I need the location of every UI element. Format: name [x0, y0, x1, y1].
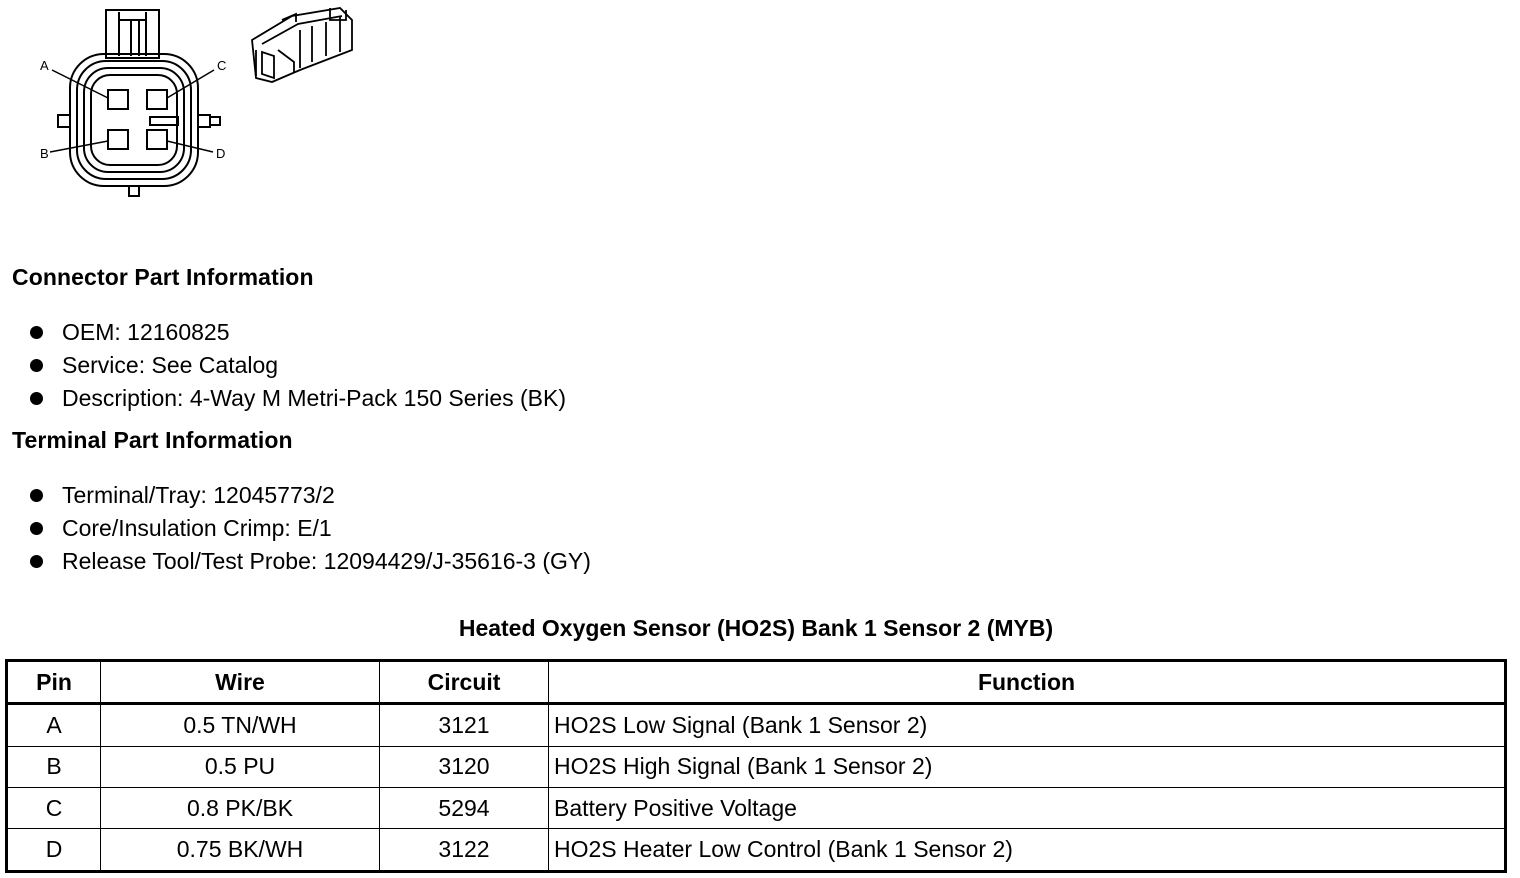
cell-wire: 0.5 TN/WH [101, 704, 380, 747]
bullet-icon [30, 555, 43, 568]
header-wire: Wire [101, 661, 380, 704]
bullet-icon [30, 489, 43, 502]
list-item: Description: 4-Way M Metri-Pack 150 Series (BK) [30, 382, 566, 415]
list-item: Terminal/Tray: 12045773/2 [30, 479, 591, 512]
table-row [7, 829, 1506, 872]
table-row [7, 746, 1506, 787]
pinout-table [5, 659, 1507, 873]
cell-circuit: 3120 [380, 746, 549, 787]
bullet-icon [30, 326, 43, 339]
cell-pin: C [7, 787, 101, 828]
cell-wire: 0.75 BK/WH [101, 829, 380, 872]
connector-latch [106, 10, 159, 58]
pin-label-a: A [40, 58, 49, 73]
bullet-icon [30, 522, 43, 535]
cell-function: HO2S High Signal (Bank 1 Sensor 2) [549, 746, 1506, 787]
table-row [7, 704, 1506, 747]
terminal-info-list [30, 479, 591, 578]
cell-circuit: 5294 [380, 787, 549, 828]
cell-function: HO2S Heater Low Control (Bank 1 Sensor 2) [549, 829, 1506, 872]
connector-info-heading: Connector Part Information [12, 264, 314, 290]
header-function: Function [549, 661, 1506, 704]
bullet-icon [30, 359, 43, 372]
pin-label-b: B [40, 146, 49, 161]
connector-isometric-sketch [252, 8, 352, 82]
cell-function: HO2S Low Signal (Bank 1 Sensor 2) [549, 704, 1506, 747]
cell-pin: B [7, 746, 101, 787]
list-item: Core/Insulation Crimp: E/1 [30, 512, 591, 545]
cavity-a [108, 90, 128, 109]
cell-circuit: 3121 [380, 704, 549, 747]
header-circuit: Circuit [380, 661, 549, 704]
cell-function: Battery Positive Voltage [549, 787, 1506, 828]
cell-wire: 0.8 PK/BK [101, 787, 380, 828]
connector-face-diagram [0, 0, 380, 210]
pin-label-c: C [217, 58, 227, 73]
table-header-row [7, 661, 1506, 704]
bullet-icon [30, 392, 43, 405]
list-item: OEM: 12160825 [30, 316, 566, 349]
table-title: Heated Oxygen Sensor (HO2S) Bank 1 Sensor 2 (MYB) [458, 615, 1054, 641]
cavity-b [108, 130, 128, 149]
list-item: Release Tool/Test Probe: 12094429/J-35616-3 (GY) [30, 545, 591, 578]
cell-circuit: 3122 [380, 829, 549, 872]
cell-wire: 0.5 PU [101, 746, 380, 787]
header-pin: Pin [7, 661, 101, 704]
cavity-c [147, 90, 167, 109]
pin-label-d: D [216, 146, 226, 161]
connector-info-list [30, 316, 566, 415]
table-row [7, 787, 1506, 828]
terminal-info-heading: Terminal Part Information [12, 427, 293, 453]
cell-pin: D [7, 829, 101, 872]
cavity-d [147, 130, 167, 149]
list-item: Service: See Catalog [30, 349, 566, 382]
cell-pin: A [7, 704, 101, 747]
